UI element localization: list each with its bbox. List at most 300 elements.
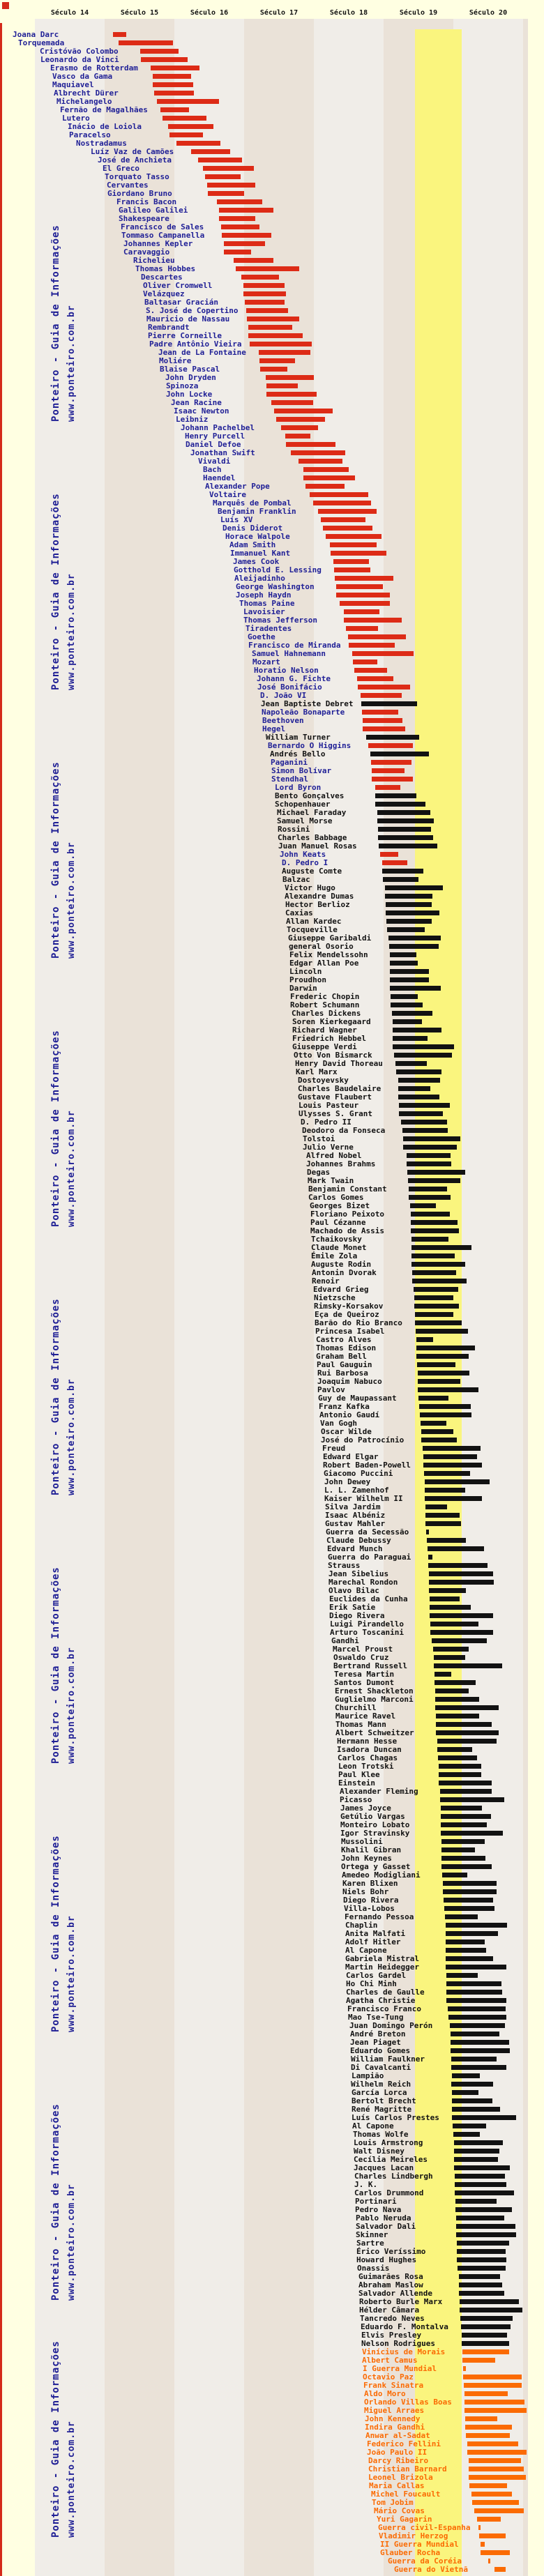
lifespan-bar [221,224,259,229]
lifespan-bar [243,291,286,296]
person-label: Villa-Lobos [344,1904,395,1913]
watermark-ponteiro-url: www.ponteiro.com.br [66,1378,77,1495]
person-label: Al Capone [352,2121,394,2131]
person-label: Walt Disney [354,2147,405,2156]
lifespan-bar [260,367,287,372]
lifespan-bar [441,1806,482,1811]
lifespan-bar [408,1178,460,1183]
lifespan-bar [438,1755,477,1760]
person-label: Carlos Gardel [346,1971,407,1980]
lifespan-bar [334,567,370,572]
lifespan-bar [437,1747,472,1752]
watermark-ponteiro-url: www.ponteiro.com.br [66,1647,77,1764]
person-label: Isaac Newton [174,406,229,416]
person-label: Churchill [335,1703,377,1712]
person-label: Baltasar Gracián [144,298,218,307]
lifespan-bar [424,1471,470,1476]
lifespan-bar [372,777,413,782]
person-label: Christian Barnard [368,2464,447,2474]
lifespan-bar [412,1279,467,1283]
person-label: Joseph Haydn [236,590,292,600]
lifespan-bar [390,986,441,991]
person-label: Albert Camus [362,2356,418,2365]
person-label: René Magritte [352,2105,412,2114]
lifespan-bar [411,1228,459,1233]
century-label: Século 19 [399,9,438,17]
person-label: Gustave Flaubert [298,1092,372,1102]
lifespan-bar [425,1521,461,1526]
person-label: João Paulo II [367,2448,428,2457]
person-label: Immanuel Kant [230,549,291,558]
lifespan-bar [310,492,368,497]
person-label: John Keats [280,850,326,859]
lifespan-bar [285,434,310,439]
person-label: Castro Alves [316,1335,372,1344]
lifespan-bar [274,409,333,413]
person-label: Daniel Defoe [186,440,241,449]
person-label: Hélder Câmara [359,2306,420,2315]
lifespan-bar [217,199,262,204]
person-label: Lincoln [289,967,322,976]
lifespan-bar [452,2090,478,2095]
person-label: Adam Smith [229,540,276,549]
person-label: García Lorca [352,2088,407,2097]
person-label: Thomas Paine [239,599,295,608]
person-label: Maria Callas [369,2481,425,2490]
lifespan-bar [411,1245,471,1250]
lifespan-bar [446,1939,485,1944]
lifespan-bar [236,266,299,271]
lifespan-bar [407,1153,451,1158]
lifespan-bar [417,1362,455,1367]
lifespan-bar [425,1504,447,1509]
person-label: Einstein [338,1778,375,1788]
lifespan-bar [395,1061,427,1066]
event-label: I Guerra Mundial [363,2364,437,2373]
lifespan-bar [444,1906,494,1911]
lifespan-bar [423,1454,477,1459]
person-label: Tommaso Campanella [121,231,205,240]
person-label: Darcy Ribeiro [368,2456,429,2465]
lifespan-bar [457,2241,509,2246]
lifespan-bar [385,894,432,899]
person-label: Simon Bolívar [271,766,332,775]
event-bar [428,1555,432,1560]
lifespan-bar [454,2140,503,2145]
person-label: Paul Gauguin [317,1360,372,1369]
lifespan-bar [246,308,288,313]
person-label: Van Gogh [320,1419,357,1428]
lifespan-bar [459,2282,502,2287]
person-label: Horace Walpole [225,532,290,541]
lifespan-bar [411,1262,465,1267]
lifespan-bar [368,743,413,748]
lifespan-bar [399,1103,450,1108]
person-label: Henry David Thoreau [295,1059,383,1068]
lifespan-bar [299,459,342,464]
lifespan-bar [392,1011,432,1016]
person-label: Jean Baptiste Debret [261,699,354,708]
person-label: Jean Piaget [350,2038,401,2047]
person-label: Marechal Rondon [328,1578,398,1587]
person-label: Anwar al-Sadat [365,2431,430,2440]
lifespan-bar [409,1187,447,1191]
century-label: Século 17 [259,9,299,17]
lifespan-bar [393,1044,454,1049]
lifespan-bar [455,2174,505,2179]
person-label: Marcel Proust [333,1645,393,1654]
person-label: Giuseppe Verdi [292,1042,357,1051]
lifespan-bar [436,1730,499,1735]
lifespan-bar [435,1689,469,1693]
person-label: Abraham Maslow [358,2280,423,2289]
lifespan-bar [460,2299,519,2304]
lifespan-bar [443,1881,497,1886]
lifespan-bar [452,2107,500,2112]
person-label: Mauricio de Nassau [146,314,230,323]
person-label: Jean Racine [171,398,222,407]
person-label: José Bonifácio [257,683,322,692]
lifespan-bar [245,300,285,305]
lifespan-bar [176,141,220,146]
lifespan-bar [377,810,430,815]
person-label: Skinner [356,2230,388,2239]
person-label: Ernest Shackleton [335,1686,414,1695]
lifespan-bar [418,1396,448,1401]
person-label: Thomas Hobbes [135,264,196,273]
event-label: Guerra do Vietnã [394,2565,468,2574]
person-label: Aleijadinho [234,574,285,583]
lifespan-bar [344,609,379,614]
person-label: Leonardo da Vinci [40,55,119,64]
person-label: Tancredo Neves [360,2314,425,2323]
person-label: Chaplin [345,1921,378,1930]
person-label: Antonio Gaudí [319,1410,380,1419]
lifespan-bar [396,1069,441,1074]
lifespan-bar [348,634,406,639]
person-label: Fernando Pessoa [345,1912,414,1921]
person-label: Olavo Bilac [328,1586,379,1595]
person-label: Joana Darc [13,30,59,39]
person-label: Amedeo Modigliani [342,1870,421,1880]
lifespan-bar [457,2257,506,2262]
lifespan-bar [456,2224,515,2229]
lifespan-bar [469,2458,521,2463]
lifespan-bar [151,66,199,70]
person-label: Edvard Grieg [313,1285,369,1294]
lifespan-bar [414,1304,459,1309]
person-label: Guimarães Rosa [358,2272,423,2281]
lifespan-bar [425,1513,460,1518]
lifespan-bar [390,969,429,974]
lifespan-bar [461,2324,511,2329]
lifespan-bar [462,2349,509,2354]
lifespan-bar [388,936,441,940]
person-label: Salvador Allende [358,2289,432,2298]
person-label: Indira Gandhi [365,2423,425,2432]
lifespan-bar [259,358,295,363]
event-label: II Guerra Mundial [380,2540,459,2549]
lifespan-bar [303,475,355,480]
watermark-ponteiro-title: Ponteiro - Guia de Informações [50,1835,61,2032]
person-label: Oswaldo Cruz [333,1653,389,1662]
lifespan-bar [163,116,206,121]
lifespan-bar [377,818,434,823]
watermark-ponteiro-title: Ponteiro - Guia de Informações [50,2103,61,2301]
lifespan-bar [385,885,443,890]
lifespan-bar [452,2073,480,2078]
lifespan-bar [361,701,417,706]
person-label: Jean de La Fontaine [158,348,246,357]
lifespan-bar [446,1956,493,1961]
lifespan-bar [333,559,369,564]
lifespan-bar [462,2358,495,2363]
lifespan-bar [382,869,423,874]
lifespan-bar [450,2023,505,2028]
person-label: Edvard Munch [327,1544,383,1553]
person-label: Francisco Franco [347,2004,421,2013]
person-label: Gabriela Mistral [345,1954,419,1963]
person-label: El Greco [103,164,139,173]
person-label: Marquês de Pombal [213,498,292,508]
lifespan-bar [440,1797,504,1802]
person-label: James Joyce [340,1804,391,1813]
lifespan-bar [439,1772,481,1777]
person-label: Miguel Arraes [364,2406,425,2415]
lifespan-bar [464,2400,524,2404]
person-label: Princesa Isabel [315,1327,385,1336]
person-label: Benjamin Franklin [218,507,296,516]
person-label: Niels Bohr [342,1887,389,1896]
lifespan-bar [276,417,325,422]
person-label: Albert Schweitzer [335,1728,414,1737]
watermark-ponteiro-url: www.ponteiro.com.br [66,841,77,959]
lifespan-bar [412,1270,456,1275]
person-label: Thomas Wolfe [353,2130,409,2139]
person-label: José do Patrocínio [321,1435,405,1445]
person-label: Mozart [252,657,280,666]
person-label: Deodoro da Fonseca [302,1126,386,1135]
person-label: Samuel Morse [277,816,333,825]
person-label: Rimsky-Korsakov [314,1302,384,1311]
lifespan-bar [372,768,405,773]
person-label: Bernardo O Higgins [268,741,352,750]
lifespan-bar [407,1161,451,1166]
person-label: S. José de Copertino [146,306,239,315]
person-label: Luís Carlos Prestes [352,2113,439,2122]
watermark-ponteiro-title: Ponteiro - Guia de Informações [50,224,61,422]
lifespan-bar [378,835,433,840]
lifespan-bar [366,735,419,740]
person-label: Érico Veríssimo [356,2247,426,2256]
lifespan-bar [445,1914,478,1919]
person-label: Jonathan Swift [190,448,255,457]
person-label: Tom Jobim [372,2498,414,2507]
lifespan-bar [305,484,345,489]
person-label: Darwin [289,984,317,993]
person-label: Bertrand Russell [333,1661,407,1670]
person-label: Vladimir Herzog [379,2531,448,2540]
person-label: Luigi Pirandello [330,1619,404,1629]
lifespan-bar [463,2375,522,2379]
person-label: Leon Trotski [338,1762,394,1771]
person-label: Robert Baden-Powell [323,1461,411,1470]
event-label: Guerra da Secessão [326,1527,409,1537]
lifespan-bar [414,1295,453,1300]
person-label: Pierre Corneille [148,331,222,340]
person-label: Fernão de Magalhães [60,105,148,114]
person-label: D. Pedro I [282,858,328,867]
person-label: Beethoven [262,716,304,725]
lifespan-bar [336,584,383,589]
lifespan-bar [435,1680,476,1685]
person-label: Thomas Jefferson [243,616,317,625]
person-label: Torquemada [18,38,65,47]
watermark-ponteiro-url: www.ponteiro.com.br [66,1110,77,1227]
person-label: Proudhon [289,975,326,984]
lifespan-bar [153,74,191,79]
lifespan-bar [467,2450,527,2455]
person-label: Antonin Dvorak [312,1268,377,1277]
watermark-ponteiro-title: Ponteiro - Guia de Informações [50,1567,61,1764]
lifespan-bar [451,2057,497,2061]
person-label: Julio Verne [303,1143,354,1152]
person-label: Alexandre Dumas [285,892,354,901]
person-label: Edward Elgar [323,1452,379,1461]
person-label: Jacques Lacan [354,2163,414,2172]
lifespan-bar [428,1563,488,1568]
lifespan-bar [266,383,298,388]
lifespan-bar [472,2500,519,2505]
person-label: Joaquim Nabuco [317,1377,382,1386]
lifespan-bar [454,2149,499,2154]
person-label: Barão do Rio Branco [315,1318,402,1327]
lifespan-bar [477,2517,501,2522]
lifespan-bar [469,2483,507,2488]
lifespan-bar [465,2416,497,2421]
lifespan-bar [464,2391,508,2396]
person-label: Mark Twain [308,1176,354,1185]
lifespan-bar [335,576,393,581]
lifespan-bar [418,1379,460,1384]
person-label: Pavlov [317,1385,345,1394]
person-label: Teresa Martin [334,1670,395,1679]
person-label: Luís XV [220,515,253,524]
lifespan-bar [154,91,194,96]
person-label: Lampião [352,2071,384,2080]
lifespan-bar [286,442,335,447]
person-label: Charles Baudelaire [298,1084,381,1093]
lifespan-bar [439,1764,481,1769]
century-label: Século 20 [469,9,508,17]
lifespan-bar [425,1479,490,1484]
lifespan-bar [378,827,431,832]
person-label: Ortega y Gasset [341,1862,411,1871]
lifespan-bar [418,1371,469,1375]
person-label: Wilhelm Reich [351,2080,411,2089]
lifespan-bar [465,2425,512,2430]
person-label: Edgar Allan Poe [289,959,359,968]
person-label: Aldo Moro [364,2389,406,2398]
lifespan-bar [457,2249,506,2254]
person-label: Frank Sinatra [363,2381,424,2390]
lifespan-bar [219,216,255,221]
person-label: Erasmo de Rotterdam [50,63,138,73]
lifespan-bar [387,927,425,932]
person-label: Machado de Assis [310,1226,384,1235]
person-label: Vinícius de Morais [362,2347,446,2356]
person-label: Bach [203,465,222,474]
person-label: Strauss [328,1561,361,1570]
lifespan-bar [393,1028,441,1032]
lifespan-bar [390,977,429,982]
lifespan-bar [266,392,317,397]
lifespan-bar [452,2115,516,2120]
lifespan-bar [248,325,292,330]
person-label: Caxias [285,908,313,917]
person-label: Cervantes [107,181,149,190]
lifespan-bar [416,1346,475,1350]
person-label: Goethe [248,632,275,641]
lifespan-bar [402,1128,448,1133]
person-label: Allan Kardec [286,917,342,926]
person-label: Giordano Bruno [107,189,172,198]
lifespan-bar [415,1320,462,1325]
lifespan-bar [169,132,203,137]
person-label: Khalil Gibran [341,1845,402,1854]
lifespan-bar [430,1630,493,1635]
lifespan-bar [390,961,418,966]
century-label: Século 14 [50,9,89,17]
person-label: Gotthold E. Lessing [234,565,322,574]
lifespan-bar [456,2232,516,2237]
person-label: Isaac Albéniz [325,1511,386,1520]
person-label: Leonel Brizola [368,2473,433,2482]
lifespan-bar [399,1111,443,1116]
person-label: Velázquez [143,289,185,298]
lifespan-bar [434,1655,465,1660]
lifespan-bar [452,2098,492,2103]
lifespan-bar [398,1078,440,1083]
person-label: Pedro Nava [355,2205,402,2214]
lifespan-bar [407,1170,465,1175]
person-label: Auguste Comte [282,867,342,876]
person-label: Mussolini [341,1837,383,1846]
lifespan-bar [141,57,188,62]
lifespan-bar [464,2408,527,2413]
lifespan-bar [441,1856,485,1861]
lifespan-bar [323,526,372,531]
lifespan-bar [248,333,303,338]
person-label: Tiradentes [245,624,292,633]
lifespan-bar [451,2065,506,2070]
person-label: Rui Barbosa [317,1369,368,1378]
person-label: Friedrich Hebbel [292,1034,366,1043]
event-bar [426,1530,429,1534]
lifespan-bar [379,844,437,848]
person-label: Charles Lindbergh [354,2172,433,2181]
person-label: Federico Fellini [367,2439,441,2448]
person-label: Vasco da Gama [52,72,113,81]
person-label: Michel Foucault [371,2490,441,2499]
lifespan-bar [441,1831,503,1836]
person-label: Carlos Chagas [338,1753,398,1762]
person-label: John Kennedy [365,2414,421,2423]
century-label: Século 18 [329,9,368,17]
person-label: Paracelso [69,130,111,139]
lifespan-bar [436,1714,479,1718]
event-bar [478,2525,481,2530]
